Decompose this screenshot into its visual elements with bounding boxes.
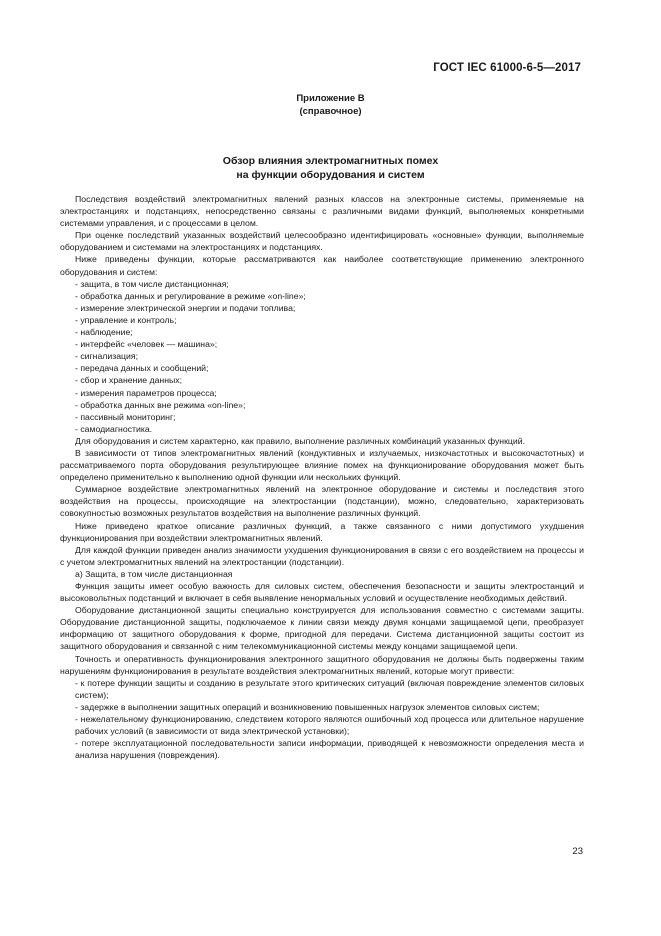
appendix-type: (справочное) (299, 106, 362, 117)
paragraph: Для оборудования и систем характерно, как правило, выполнение различных комбинаций указанных функций. (75, 435, 525, 446)
paragraph: При оценке последствий указанных воздействий целесообразно идентифицировать «основные» функции, выполняемые оборудованием и системами на электростанциях и подстанциях. (60, 230, 584, 253)
functions-list (60, 278, 584, 435)
list-item: - потере эксплуатационной последовательности записи информации, приводящей к невозможности определения места и анализа нарушения (повреждения). (60, 737, 584, 761)
list-item: - обработка данных вне режима «on-line»; (60, 399, 584, 411)
paragraph: Оборудование дистанционной защиты специально конструируется для использования совместно с системами защиты. Оборудование дистанционной защиты, подключаемое к линии связи между двумя концами защищаемой цепи, преобразует информацию от защитного оборудования к форме, пригодной для передачи. Система дистанционной защиты состоит из защитного оборудования и связанной с ним телекоммуникационной системы между концами защищаемой цепи. (60, 605, 584, 652)
list-item: - измерения параметров процесса; (60, 387, 584, 399)
list-item: - измерение электрической энергии и подачи топлива; (60, 302, 584, 314)
list-item: - самодиагностика. (60, 423, 584, 435)
list-item: - интерфейс «человек — машина»; (60, 338, 584, 350)
paragraph: Суммарное воздействие электромагнитных явлений на электронное оборудование и системы и последствия этого воздействия на процессы, происходящие на электростанции (подстанции), можно, следовательно, характеризовать совокупностью возможных результатов воздействия на выполнение различных функций. (60, 484, 584, 519)
appendix-title: Приложение В (296, 93, 365, 104)
paragraph: Последствия воздействий электромагнитных явлений разных классов на электронные системы, применяемые на электростанциях и подстанциях, непосредственно связаны с различными видами функций, выполняемых конкретными системами управления, и с процессами в целом. (60, 194, 584, 229)
section-title (0, 154, 661, 182)
list-item: - задержке в выполнении защитных операций и возникновению повышенных нагрузок элементов силовых систем; (60, 701, 584, 713)
list-item: - управление и контроль; (60, 314, 584, 326)
appendix-heading (0, 92, 661, 118)
list-item: - обработка данных и регулирование в режиме «on-line»; (60, 290, 584, 302)
list-item: - передача данных и сообщений; (60, 362, 584, 374)
body-text (60, 193, 584, 761)
paragraph: Функция защиты имеет особую важность для силовых систем, обеспечения безопасности и защиты электростанций и высоковольтных подстанций и включает в себя выявление ненормальных условий и осуществление необходимых действий. (60, 581, 584, 604)
paragraph: Для каждой функции приведен анализ значимости ухудшения функционирования в связи с его воздействием на процессы и с учетом электромагнитных явлений на электростанции (подстанции). (60, 544, 584, 567)
standard-header: ГОСТ IEC 61000-6-5—2017 (433, 62, 581, 74)
list-item: - нежелательному функционированию, следствием которого являются ошибочный ход процесса или длительное нарушение рабочих условий (в зависимости от вида электрической установки); (60, 713, 584, 737)
list-item: - защита, в том числе дистанционная; (60, 278, 584, 290)
paragraph: Ниже приведены функции, которые рассматриваются как наиболее соответствующие применению электронного оборудования и систем: (60, 254, 584, 277)
paragraph: Точность и оперативность функционирования электронного защитного оборудования не должны быть подвержены таким нарушениям функционирования в результате воздействия электромагнитных явлений, которые могут привести: (60, 653, 584, 676)
section-title-line-2: на функции оборудования и систем (236, 169, 425, 181)
list-item: - пассивный мониторинг; (60, 411, 584, 423)
paragraph: Ниже приведено краткое описание различных функций, а также связанного с ними допустимого ухудшения функционирования при воздействии электромагнитных явлений. (60, 520, 584, 543)
section-title-line-1: Обзор влияния электромагнитных помех (222, 155, 439, 167)
list-item: - наблюдение; (60, 326, 584, 338)
list-item: - к потере функции защиты и созданию в результате этого критических ситуаций (включая повреждение элементов силовых систем); (60, 677, 584, 701)
consequences-list (60, 677, 584, 762)
subsection-heading: а) Защита, в том числе дистанционная (75, 568, 233, 579)
list-item: - сигнализация; (60, 350, 584, 362)
paragraph: В зависимости от типов электромагнитных явлений (кондуктивных и излучаемых, низкочастотных и высокочастотных) и рассматриваемого порта оборудования результирующее влияние помех на функционирование оборудования может быть определено применительно к выполнению одной функции или нескольких функций. (60, 447, 584, 483)
list-item: - сбор и хранение данных; (60, 374, 584, 386)
page-number: 23 (572, 846, 583, 857)
